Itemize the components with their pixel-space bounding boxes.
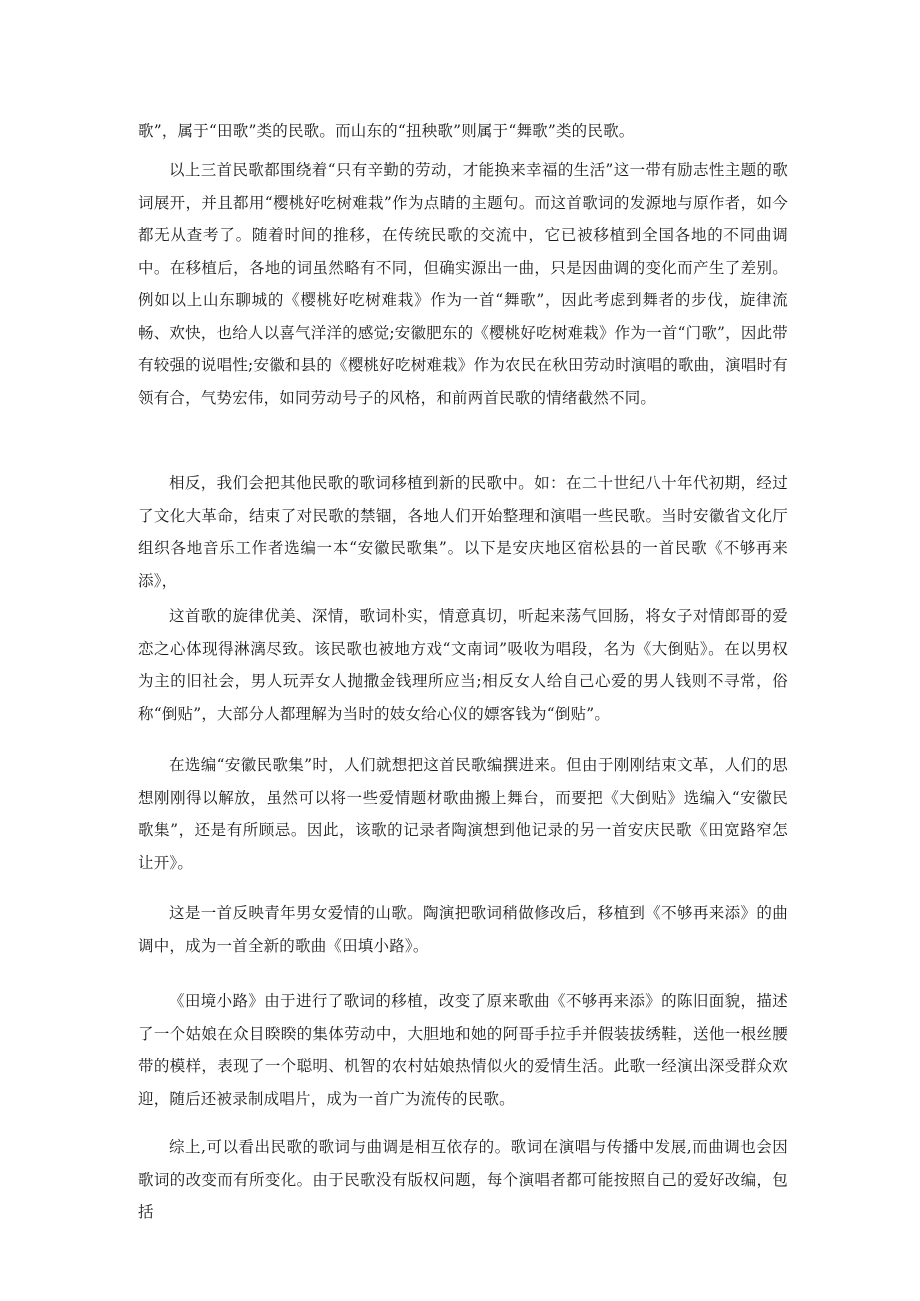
paragraph-5: 在选编“安徽民歌集”时，人们就想把这首民歌编撰进来。但由于刚刚结束文革，人们的思想刚刚得以解放，虽然可以将一些爱情题材歌曲搬上舞台，而要把《大倒贴》选编入“安徽民歌集”，还是有所顾忌。因此，该歌的记录者陶演想到他记录的另一首安庆民歌《田宽路窄怎让开》。 <box>138 756 788 872</box>
paragraph-7: 《田境小路》由于进行了歌词的移植，改变了原来歌曲《不够再来添》的陈旧面貌，描述了一个姑娘在众目睽睽的集体劳动中，大胆地和她的阿哥手拉手并假装拔绣鞋，送他一根丝腰带的模样，表现了一个聪明、机智的农村姑娘热情似火的爱情生活。此歌一经演出深受群众欢迎，随后还被录制成唱片，成为一首广为流传的民歌。 <box>138 992 788 1108</box>
paragraph-4: 这首歌的旋律优美、深情，歌词朴实，情意真切，听起来荡气回肠，将女子对情郎哥的爱恋之心体现得淋漓尽致。该民歌也被地方戏“文南词”吸收为唱段，名为《大倒贴》。在以男权为主的旧社会，男人玩弄女人抛撒金钱理所应当;相反女人给自己心爱的男人钱则不寻常，俗称“倒贴”，大部分人都理解为当时的妓女给心仪的嫖客钱为“倒贴”。 <box>138 607 788 723</box>
paragraph-8: 综上,可以看出民歌的歌词与曲调是相互依存的。歌词在演唱与传播中发展,而曲调也会因歌词的改变而有所变化。由于民歌没有版权问题，每个演唱者都可能按照自己的爱好改编，包括 <box>138 1138 788 1221</box>
paragraph-2: 以上三首民歌都围绕着“只有辛勤的劳动，才能换来幸福的生活”这一带有励志性主题的歌词展开，并且都用“樱桃好吃树难栽”作为点睛的主题句。而这首歌词的发源地与原作者，如今都无从查考了。随着时间的推移，在传统民歌的交流中，它已被移植到全国各地的不同曲调中。在移植后，各地的词虽然略有不同，但确实源出一曲，只是因曲调的变化而产生了差别。例如以上山东聊城的《樱桃好吃树难栽》作为一首“舞歌”，因此考虑到舞者的步伐，旋律流畅、欢快，也给人以喜气洋洋的感觉;安徽肥东的《樱桃好吃树难栽》作为一首“门歌”，因此带有较强的说唱性;安徽和县的《樱桃好吃树难栽》作为农民在秋田劳动时演唱的歌曲，演唱时有领有合，气势宏伟，如同劳动号子的风格，和前两首民歌的情绪截然不同。 <box>138 161 788 407</box>
paragraph-3: 相反，我们会把其他民歌的歌词移植到新的民歌中。如：在二十世纪八十年代初期，经过了文化大革命，结束了对民歌的禁锢，各地人们开始整理和演唱一些民歌。当时安徽省文化厅组织各地音乐工作者选编一本“安徽民歌集”。以下是安庆地区宿松县的一首民歌《不够再来添》， <box>138 474 788 590</box>
paragraph-1: 歌”，属于“田歌”类的民歌。而山东的“扭秧歌”则属于“舞歌”类的民歌。 <box>138 122 635 140</box>
paragraph-6: 这是一首反映青年男女爱情的山歌。陶演把歌词稍做修改后，移植到《不够再来添》的曲调中，成为一首全新的歌曲《田填小路》。 <box>138 904 788 955</box>
